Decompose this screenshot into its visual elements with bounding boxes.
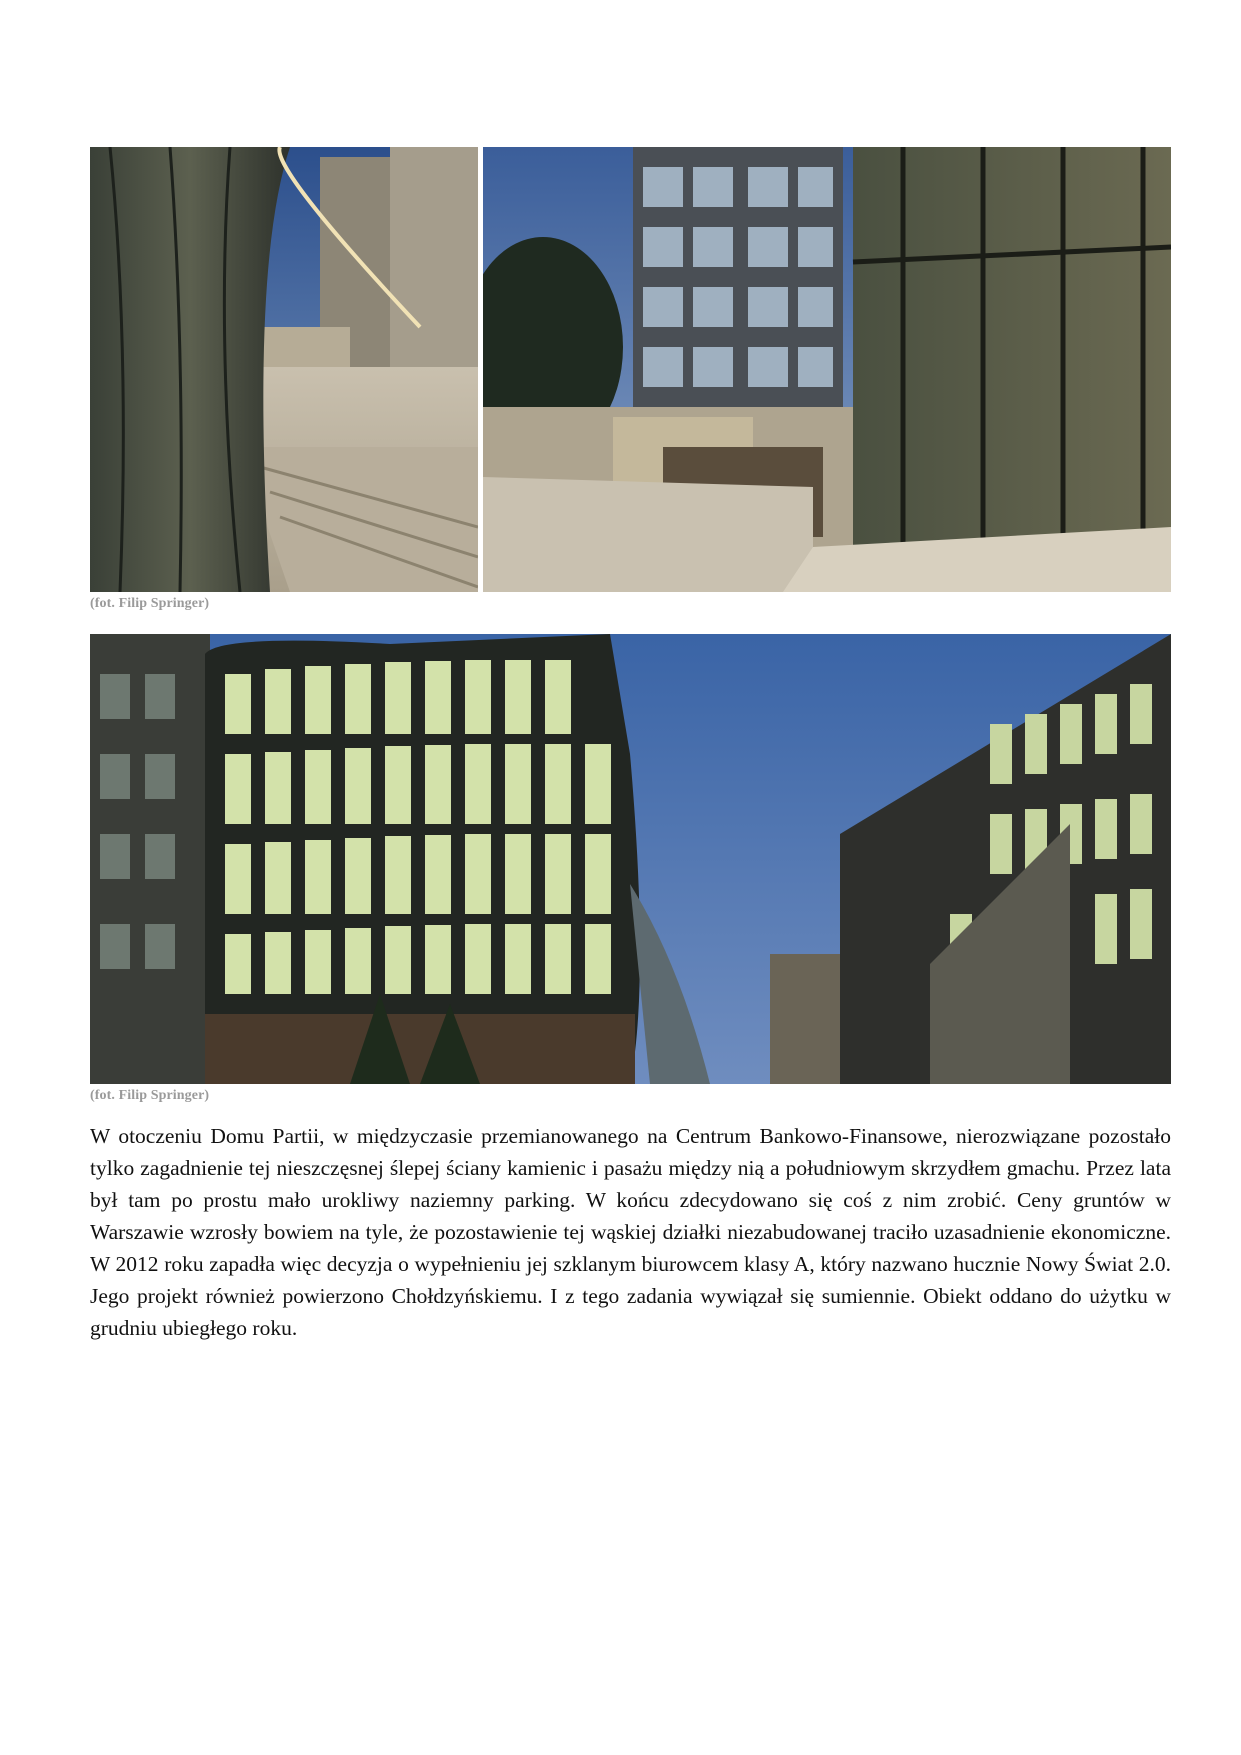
figure-caption-2: (fot. Filip Springer) (90, 1088, 210, 1103)
body-paragraph: W otoczeniu Domu Partii, w międzyczasie przemianowanego na Centrum Bankowo-Finansowe, nierozwiązane pozostało tylko zagadnienie tej nieszczęsnej ślepej ściany kamienic i pasażu między nią a południowym skrzydłem gmachu. Przez lata był tam po prostu mało urokliwy naziemny parking. W końcu zdecydowano się coś z nim zrobić. Ceny gruntów w Warszawie wzrosły bowiem na tyle, że pozostawienie tej wąskiej działki niezabudowanej traciło uzasadnienie ekonomiczne. W 2012 roku zapadła więc decyzja o wypełnieniu jej szklanym biurowcem klasy A, który nazwano hucznie Nowy Świat 2.0. Jego projekt również powierzono Chołdzyńskiemu. I z tego zadania wywiązał się sumiennie. Obiekt oddano do użytku w grudniu ubiegłego roku. (90, 1124, 1171, 1340)
photo-glass-corner-terrace (483, 147, 1171, 592)
photo-illuminated-office-building (90, 634, 1171, 1084)
figure-caption-1: (fot. Filip Springer) (90, 596, 210, 611)
photo-glass-facade-steps (90, 147, 478, 592)
